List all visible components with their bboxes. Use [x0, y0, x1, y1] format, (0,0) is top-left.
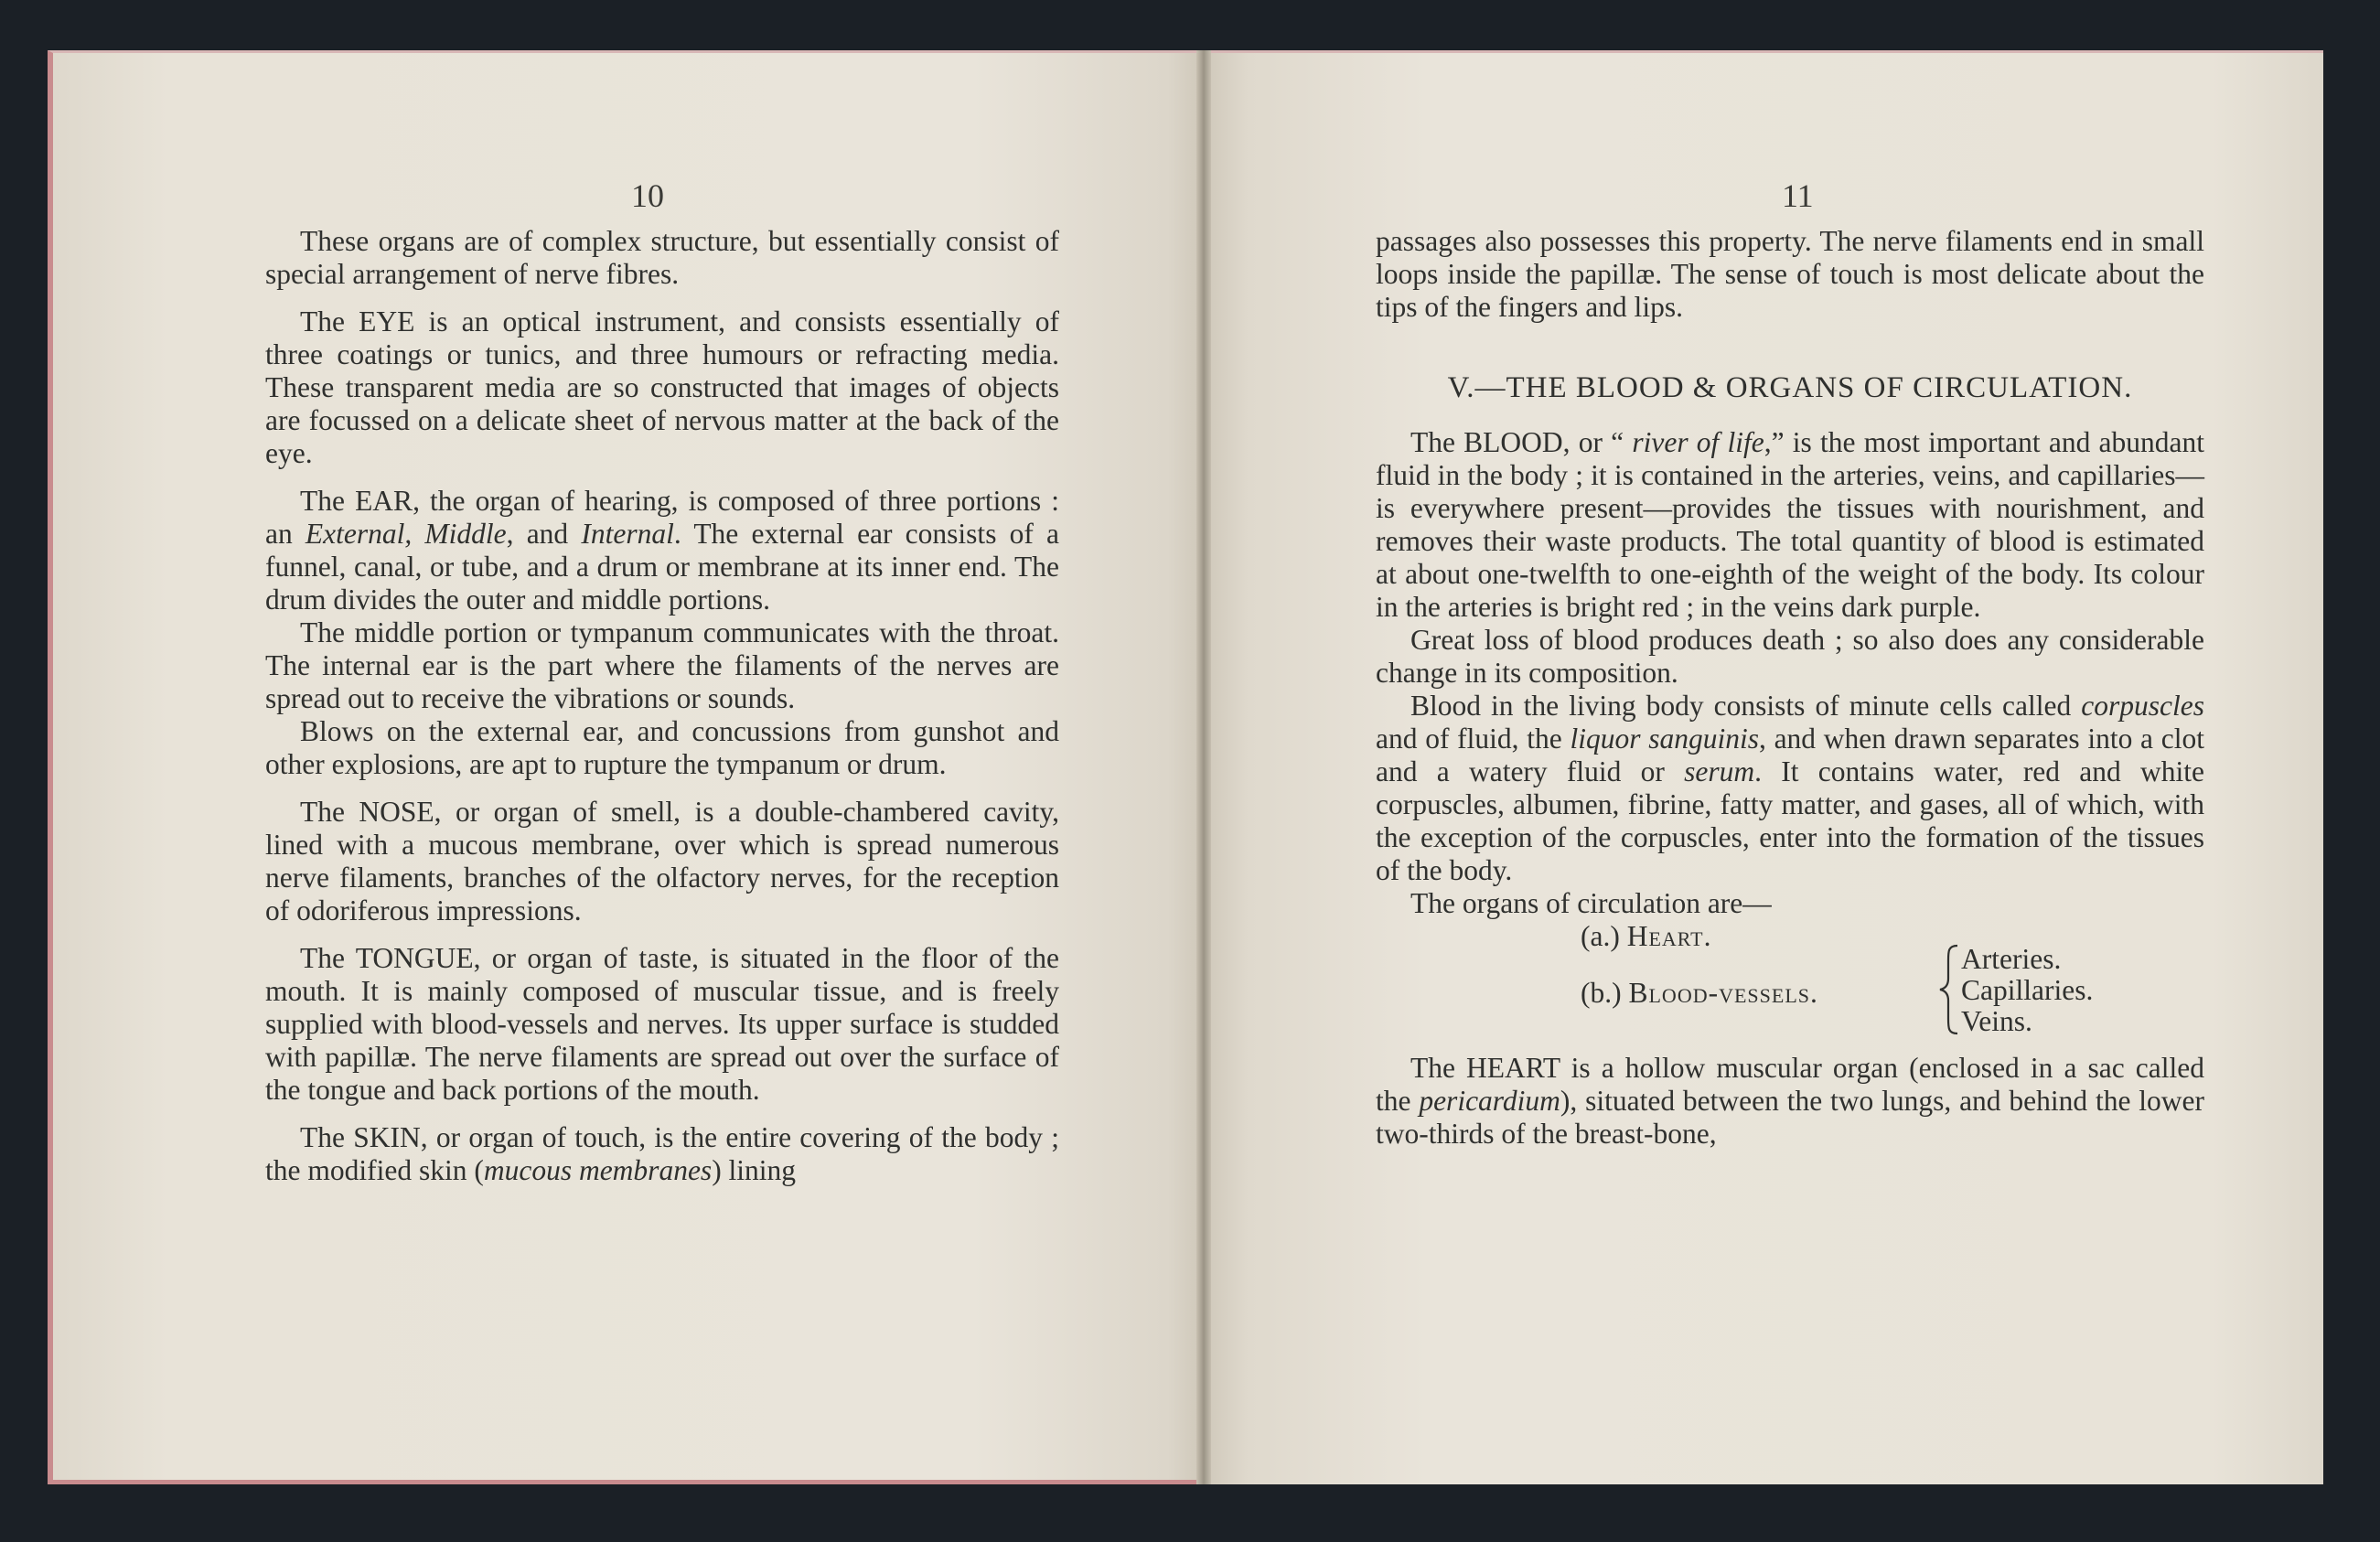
italic-term: Middle [424, 518, 507, 550]
paragraph-nose: The NOSE, or organ of smell, is a double-chambered cavity, lined with a mucous membrane, over which is spread numerous nerve filaments, branches of the olfactory nerves, for the reception of odoriferous impressions. [265, 796, 1059, 926]
book-gutter [1196, 50, 1211, 1484]
italic-term: serum [1684, 755, 1755, 787]
text-run: The EAR, the organ of hearing, is composed of three portions : an [265, 485, 1059, 550]
paragraph: Blows on the external ear, and concussions from gunshot and other explosions, are apt to rupture the tympanum or drum. [265, 715, 1059, 780]
paragraph-tongue: The TONGUE, or organ of taste, is situated in the floor of the mouth. It is mainly composed of muscular tissue, and is freely supplied with blood-vessels and nerves. Its upper surface is studded with papillæ. The nerve filaments are spread out over the surface of the tongue and back portions of the mouth. [265, 942, 1059, 1106]
italic-term: External [305, 518, 405, 550]
vessel-types [1961, 944, 2093, 1037]
right-page [1204, 50, 2323, 1484]
paragraph-heart [1376, 1052, 2204, 1151]
text-run: , [404, 518, 425, 550]
right-page-text [1376, 225, 2204, 1151]
italic-term: Internal [581, 518, 674, 550]
left-page-text [265, 225, 1059, 1187]
left-page [48, 50, 1202, 1484]
text-run: . The external ear consists of a funnel, canal, or tube, and a drum or membrane at its inner end. The drum divides the outer and middle portions. [265, 518, 1060, 616]
text-run: The SKIN, or organ of touch, is the entire covering of the body ; the modified skin ( [265, 1121, 1059, 1186]
book-spread [48, 50, 2323, 1484]
eye-text: The EYE is an optical instrument, and consists essentially of three coatings or tunics, and three humours or refracting media. These transparent media are so constructed that images of objects are focussed on a delicate sheet of nervous matter at the back of the eye. [265, 305, 1059, 469]
text-run: ), situated between the two lungs, and behind the lower two-thirds of the breast-bone, [1376, 1085, 2204, 1150]
paragraph-continuation: passages also possesses this property. The nerve filaments end in small loops inside the papillæ. The sense of touch is most delicate about the tips of the fingers and lips. [1376, 225, 2204, 323]
italic-term: river of life [1632, 426, 1764, 458]
vessel-type: Capillaries. [1961, 974, 2094, 1006]
text-run: , and when drawn separates into a clot and a watery fluid or [1376, 723, 2204, 787]
paragraph-blood [1376, 426, 2204, 624]
vessel-type: Veins. [1961, 1005, 2032, 1037]
text-run: ) lining [712, 1154, 797, 1186]
curly-brace-icon [1937, 944, 1961, 1035]
italic-term: mucous membranes [483, 1154, 713, 1186]
organ-name: Heart. [1626, 920, 1712, 952]
paragraph: Great loss of blood produces death ; so also does any considerable change in its composition. [1376, 624, 2204, 689]
text-run: and of fluid, the [1376, 723, 1571, 755]
italic-term: pericardium [1419, 1085, 1560, 1117]
section-heading: V.—THE BLOOD & ORGANS OF CIRCULATION. [1447, 371, 2133, 404]
italic-term: liquor sanguinis [1570, 723, 1759, 755]
italic-term: corpuscles [2081, 690, 2204, 722]
vessel-type: Arteries. [1961, 943, 2062, 975]
text-run: , and [506, 518, 582, 550]
paragraph: These organs are of complex structure, but essentially consist of special arrangement of nerve fibres. [265, 225, 1059, 290]
text-run: The HEART is a hollow muscular organ (enclosed in a sac called the [1376, 1052, 2204, 1117]
organs-list [1376, 920, 2204, 1037]
text-run: ,” is the most important and abundant fluid in the body ; it is contained in the arteries, veins, and capillaries—is everywhere present—provides the tissues with nourishment, and removes their waste products. The total quantity of blood is estimated at about one-twelfth to one-eighth of the weight of the body. Its colour in the arteries is bright red ; in the veins dark purple. [1376, 426, 2204, 623]
paragraph-ear [265, 485, 1059, 616]
page-number: 11 [1782, 177, 1814, 214]
list-label: (a.) [1581, 920, 1620, 952]
page-number: 10 [631, 177, 664, 214]
organ-item-heart [1581, 920, 1711, 953]
text-run: Blood in the living body consists of minute cells called [1410, 690, 2082, 722]
organ-name: Blood-vessels. [1628, 977, 1818, 1009]
text-run: The BLOOD, or “ [1410, 426, 1633, 458]
paragraph-skin [265, 1121, 1059, 1187]
paragraph: The middle portion or tympanum communicates with the throat. The internal ear is the part where the filaments of the nerves are spread out to receive the vibrations or sounds. [265, 616, 1059, 714]
text-run: . It contains water, red and white corpuscles, albumen, fibrine, fatty matter, and gases, all of which, with the exception of the corpuscles, enter into the formation of the tissues of the body. [1376, 755, 2204, 886]
organ-item-blood-vessels [1581, 977, 1818, 1010]
list-label: (b.) [1581, 977, 1622, 1009]
paragraph: The organs of circulation are— [1410, 887, 1772, 919]
paragraph-composition [1376, 690, 2204, 887]
paragraph-eye [265, 305, 1059, 470]
